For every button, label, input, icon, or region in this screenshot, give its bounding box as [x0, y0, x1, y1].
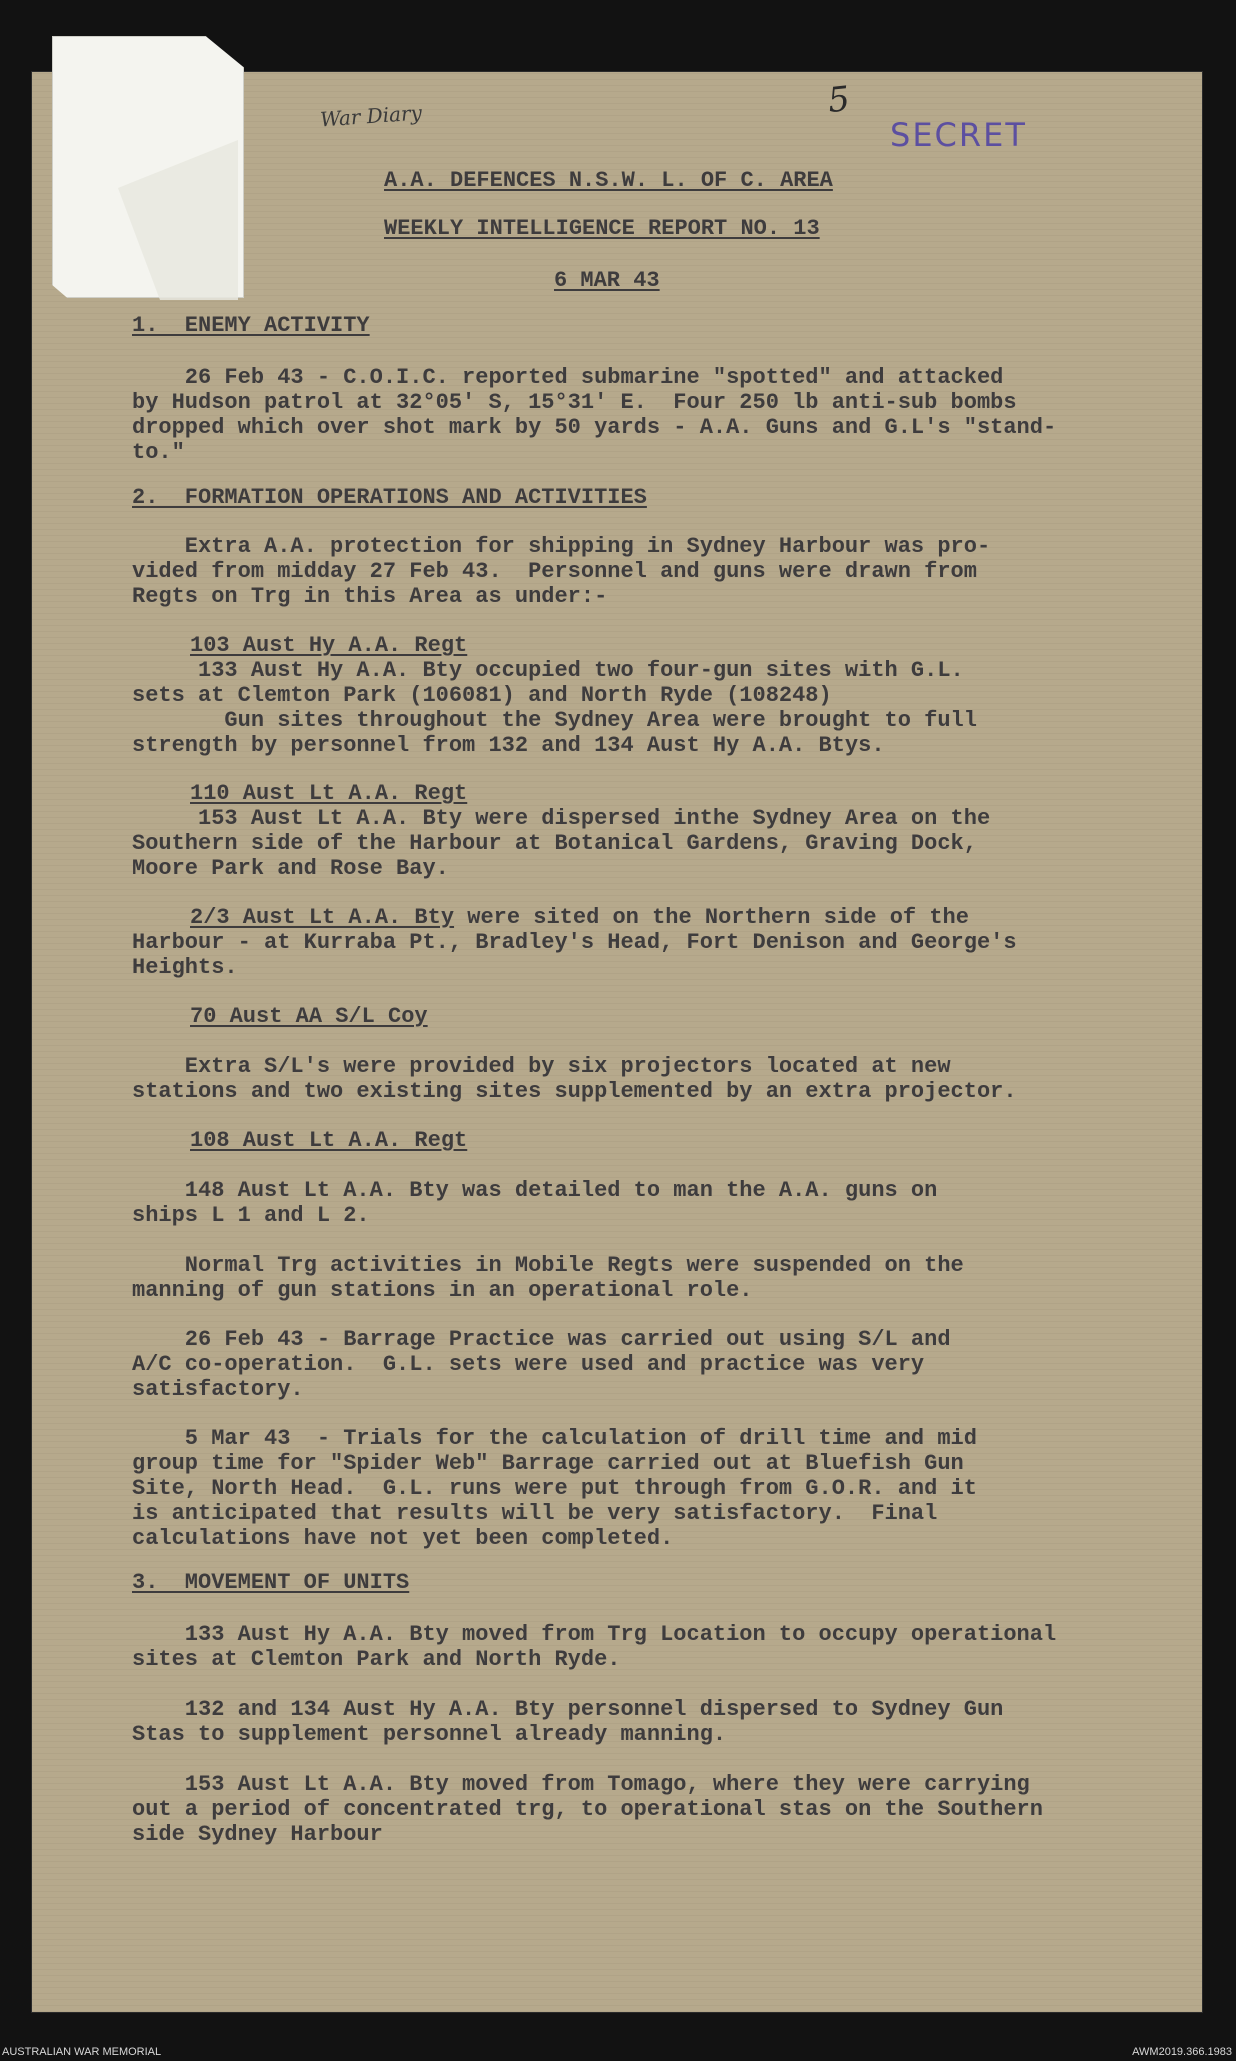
unit-2-3-line-rest: were sited on the Northern side of the [454, 905, 969, 930]
section-2-heading: 2. FORMATION OPERATIONS AND ACTIVITIES [132, 485, 647, 510]
unit-108-text: 148 Aust Lt A.A. Bty was detailed to man the A.A. guns on ships L 1 and L 2. [132, 1178, 938, 1228]
section-3-paragraph-3: 153 Aust Lt A.A. Bty moved from Tomago, where they were carrying out a period of concentrated trg, to operational stas on the Southern side Sydney Harbour [132, 1772, 1043, 1847]
section-1-heading-text: 1. ENEMY ACTIVITY [132, 313, 370, 338]
footer-right-label: AWM2019.366.1983 [1132, 2046, 1232, 2058]
section-2-intro: Extra A.A. protection for shipping in Sydney Harbour was pro- vided from midday 27 Feb 43. Personnel and guns were drawn from Regts on Trg in this Area as under:- [132, 534, 991, 609]
unit-108-heading: 108 Aust Lt A.A. Regt [190, 1128, 468, 1153]
section-3-heading: 3. MOVEMENT OF UNITS [132, 1570, 410, 1595]
section-3-paragraph-2: 132 and 134 Aust Hy A.A. Bty personnel dispersed to Sydney Gun Stas to supplement personnel already manning. [132, 1697, 1004, 1747]
section-3-paragraph-1: 133 Aust Hy A.A. Bty moved from Trg Location to occupy operational sites at Clemton Park and North Ryde. [132, 1622, 1057, 1672]
unit-2-3-text: Harbour - at Kurraba Pt., Bradley's Head, Fort Denison and George's Heights. [132, 930, 1017, 980]
unit-2-3-heading: 2/3 Aust Lt A.A. Bty [190, 905, 455, 930]
header-report-number: WEEKLY INTELLIGENCE REPORT NO. 13 [384, 216, 820, 241]
unit-110-heading: 110 Aust Lt A.A. Regt [190, 781, 468, 806]
handwritten-note: War Diary [319, 100, 423, 132]
secret-stamp: SECRET [890, 116, 1027, 154]
section-1-paragraph: 26 Feb 43 - C.O.I.C. reported submarine "spotted" and attacked by Hudson patrol at 32°05' S, 15°31' E. Four 250 lb anti-sub bombs dropped which over shot mark by 50 yards - A.A. Guns and G.L's "stand- to." [132, 365, 1057, 465]
header-date: 6 MAR 43 [554, 268, 660, 293]
barrage-practice-paragraph: 26 Feb 43 - Barrage Practice was carried out using S/L and A/C co-operation. G.L. sets were used and practice was very satisfactory. [132, 1327, 951, 1402]
unit-103-heading: 103 Aust Hy A.A. Regt [190, 633, 468, 658]
footer-left-label: AUSTRALIAN WAR MEMORIAL [2, 2046, 162, 2058]
header-title: A.A. DEFENCES N.S.W. L. OF C. AREA [384, 168, 833, 193]
normal-training-paragraph: Normal Trg activities in Mobile Regts were suspended on the manning of gun stations in an operational role. [132, 1253, 964, 1303]
unit-2-3-line [190, 905, 969, 930]
unit-110-text: 153 Aust Lt A.A. Bty were dispersed inthe Sydney Area on the Southern side of the Harbour at Botanical Gardens, Graving Dock, Moore Park and Rose Bay. [132, 806, 991, 881]
unit-70-heading: 70 Aust AA S/L Coy [190, 1004, 428, 1029]
unit-103-text: 133 Aust Hy A.A. Bty occupied two four-gun sites with G.L. sets at Clemton Park (106081) and North Ryde (108248) Gun sites throughout the Sydney Area were brought to full strength by personnel from 132 and 134 Aust Hy A.A. Btys. [132, 658, 977, 758]
unit-70-text: Extra S/L's were provided by six projectors located at new stations and two existing sites supplemented by an extra projector. [132, 1054, 1017, 1104]
trials-paragraph: 5 Mar 43 - Trials for the calculation of drill time and mid group time for "Spider Web" Barrage carried out at Bluefish Gun Site, North Head. G.L. runs were put through from G.O.R. and it is anticipated that results will be very satisfactory. Final calculations have not yet been completed. [132, 1426, 977, 1551]
page-number: 5 [825, 78, 852, 122]
section-1-heading [132, 313, 370, 338]
